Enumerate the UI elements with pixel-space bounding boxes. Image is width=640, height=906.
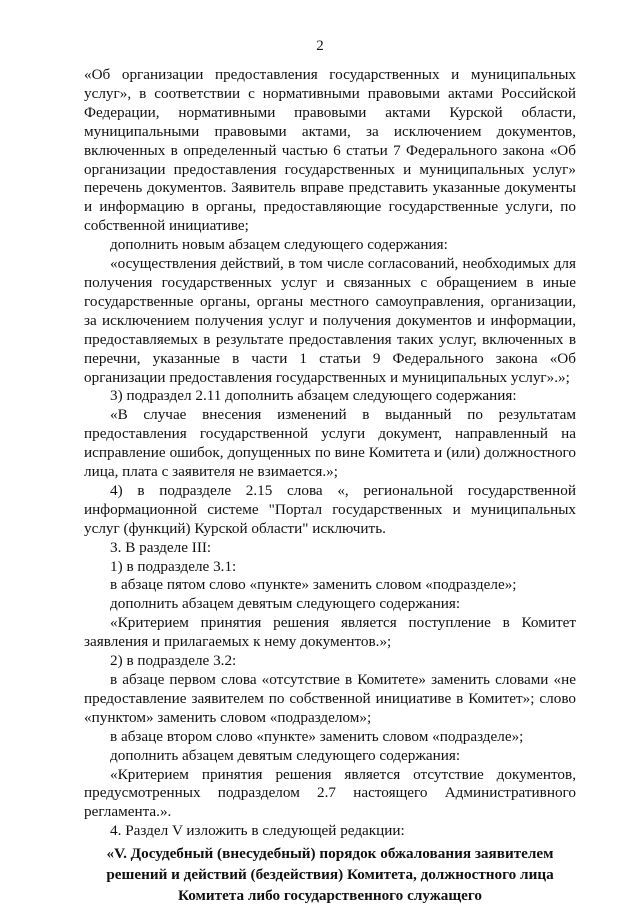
- section-heading: «V. Досудебный (внесудебный) порядок обжалования заявителем решений и действий (бездействия) Комитета, должностного лица Комитета либо государственного служащего: [106, 845, 554, 905]
- paragraph-item-4: 4) в подразделе 2.15 слова «, региональной государственной информационной системе "Портал государственных и муниципальных услуг (функций) Курской области" исключить.: [84, 481, 576, 537]
- paragraph-amendment-intro: дополнить абзацем девятым следующего содержания:: [110, 746, 461, 764]
- paragraph-quoted-text: «Критерием принятия решения является поступление в Комитет заявления и прилагаемых к нему документов.»;: [84, 614, 576, 651]
- document-body: [84, 66, 576, 906]
- paragraph-quoted-text: «Критерием принятия решения является отсутствие документов, предусмотренных подразделом 2.7 настоящего Административного регламента.».: [84, 765, 576, 821]
- paragraph-continuation: «Об организации предоставления государственных и муниципальных услуг», в соответствии с нормативными правовыми актами Российской Федерации, нормативными правовыми актами Курской области, муниципальными правовыми актами, за исключением документов, включенных в определенный частью 6 статьи 7 Федерального закона «Об организации предоставления государственных и муниципальных услуг» перечень документов. Заявитель вправе представить указанные документы и информацию в органы, предоставляющие государственные услуги, по собственной инициативе;: [84, 66, 576, 235]
- paragraph-amendment-intro: дополнить абзацем девятым следующего содержания:: [110, 595, 461, 613]
- paragraph-section-3: 3. В разделе III:: [110, 538, 212, 556]
- paragraph-amendment: в абзаце первом слова «отсутствие в Комитете» заменить словами «не предоставление заявителем по собственной инициативе в Комитет»; слово «пунктом» заменить словом «подразделом»;: [84, 671, 576, 726]
- paragraph-amendment-intro: дополнить новым абзацем следующего содержания:: [110, 236, 448, 254]
- paragraph-subitem-1: 1) в подразделе 3.1:: [110, 557, 237, 575]
- page-number: 2: [316, 38, 324, 54]
- paragraph-quoted-text: «В случае внесения изменений в выданный по результатам предоставления государственной услуги документ, направленный на исправление ошибок, допущенных по вине Комитета и (или) должностного лица, плата с заявителя не взимается.»;: [84, 406, 576, 481]
- paragraph-amendment: в абзаце втором слово «пункте» заменить словом «подразделе»;: [110, 727, 524, 745]
- paragraph-subitem-2: 2) в подразделе 3.2:: [110, 652, 237, 670]
- paragraph-section-4: 4. Раздел V изложить в следующей редакции:: [110, 822, 405, 840]
- paragraph-item-3: 3) подраздел 2.11 дополнить абзацем следующего содержания:: [110, 387, 517, 405]
- paragraph-amendment: в абзаце пятом слово «пункте» заменить словом «подразделе»;: [110, 576, 517, 594]
- paragraph-quoted-text: «осуществления действий, в том числе согласований, необходимых для получения государственных услуг и связанных с обращением в иные государственные органы, органы местного самоуправления, организации, за исключением получения услуг и получения документов и информации, предоставляемых в результате предоставления таких услуг, включенных в перечни, указанные в части 1 статьи 9 Федерального закона «Об организации предоставления государственных и муниципальных услуг».»;: [84, 255, 576, 386]
